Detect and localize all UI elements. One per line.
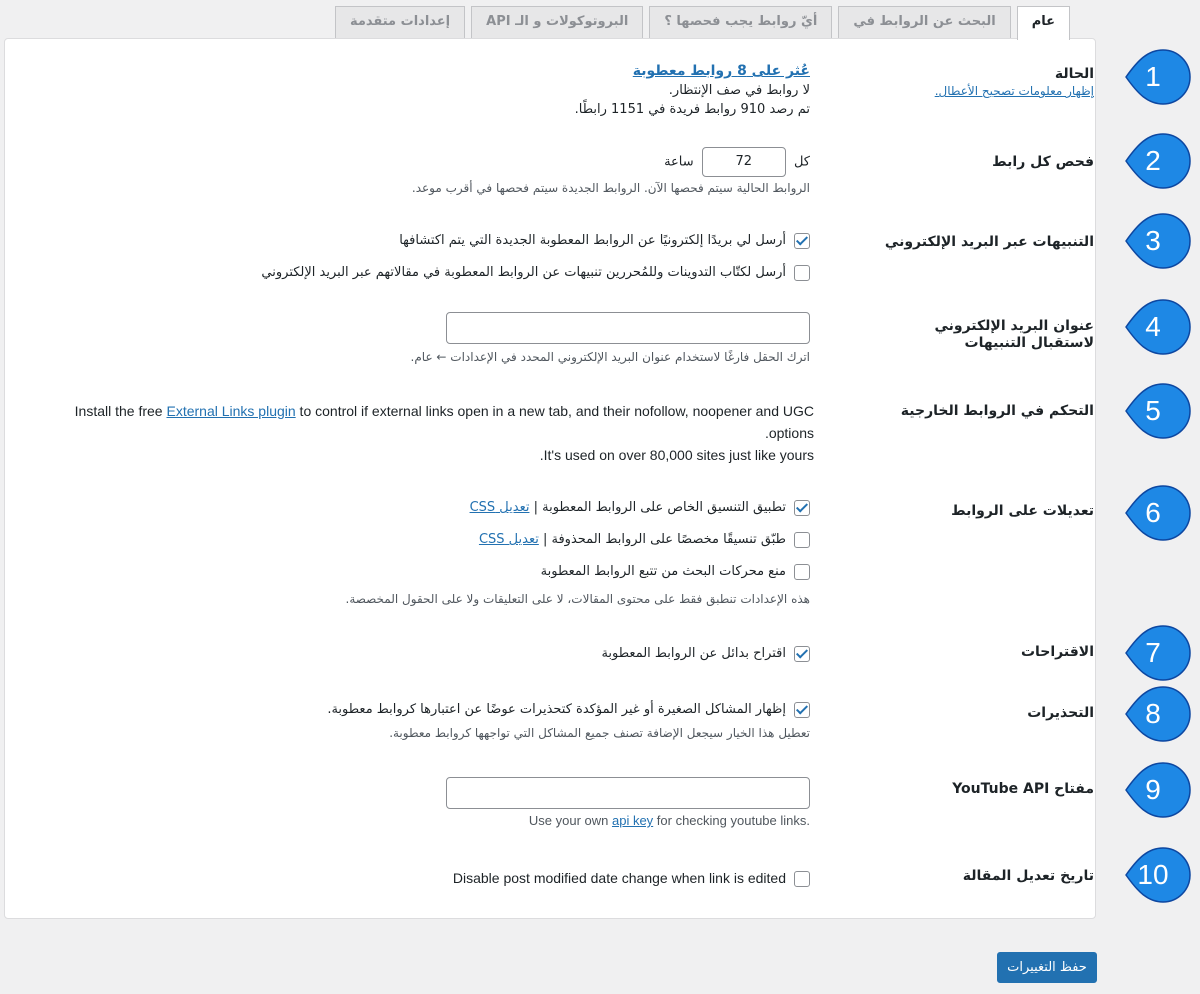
callout-badge-5 [1108, 382, 1192, 440]
broken-link-style-checkbox[interactable] [794, 500, 810, 516]
status-label [874, 66, 1094, 98]
disable-modified-date-label: Disable post modified date change when link is edited [452, 870, 786, 886]
youtube-api-desc [446, 813, 810, 828]
badge-number-2: 2 [1145, 145, 1161, 176]
notify-me-label: أرسل لي بريدًا إلكترونيًا عن الروابط المعطوبة الجديدة التي يتم اكتشافها [399, 233, 786, 248]
notify-authors-label: أرسل لكتّاب التدوينات وللمُحررين تنبيهات عن الروابط المعطوبة في مقالاتهم عبر البريد الإلكتروني [261, 265, 786, 280]
warnings-checkbox[interactable] [794, 702, 810, 718]
removed-link-style-checkbox[interactable] [794, 532, 810, 548]
status-label-text: الحالة [1054, 66, 1094, 82]
callout-badge-4 [1108, 298, 1192, 356]
removed-link-style-label: طبّق تنسيقًا مخصصًا على الروابط المحذوفة | [542, 532, 786, 547]
check-every-unit: ساعة [664, 154, 694, 170]
youtube-desc-after: for checking youtube links. [653, 813, 810, 828]
badge-number-10: 10 [1137, 859, 1169, 890]
check-every-desc: الروابط الحالية سيتم فحصها الآن. الروابط الجديدة سيتم فحصها في أقرب موعد. [411, 181, 810, 195]
notification-email-desc: اترك الحقل فارغًا لاستخدام عنوان البريد الإلكتروني المحدد في الإعدادات ← عام. [410, 350, 810, 364]
notification-email-input[interactable] [446, 312, 810, 344]
monitored-status: تم رصد 910 روابط فريدة في 1151 رابطًا. [574, 102, 810, 117]
nofollow-label: منع محركات البحث من تتبع الروابط المعطوبة [540, 564, 786, 579]
badge-number-5: 5 [1145, 395, 1161, 426]
check-every-prefix: كل [793, 154, 810, 170]
email-notifications-label: التنبيهات عبر البريد الإلكتروني [884, 234, 1094, 250]
warnings-label: التحذيرات [1027, 705, 1094, 721]
edit-removed-css-link[interactable]: تعديل CSS [478, 532, 539, 547]
modified-date-field [453, 862, 810, 894]
badge-number-3: 3 [1145, 225, 1161, 256]
callout-badge-9 [1108, 761, 1192, 819]
external-links-text-before: Install the free [74, 403, 167, 419]
callout-badge-1 [1108, 48, 1192, 106]
badge-number-4: 4 [1145, 311, 1161, 342]
save-changes-button[interactable]: حفظ التغييرات [997, 952, 1097, 983]
callout-badge-3 [1108, 212, 1192, 270]
tab-which-links[interactable]: أيّ روابط يجب فحصها ؟ [649, 6, 832, 38]
api-key-link[interactable]: api key [611, 813, 654, 828]
callout-badge-8 [1108, 685, 1192, 743]
modified-date-label: تاريخ تعديل المقالة [962, 868, 1094, 884]
external-links-line3: .It's used on over 80,000 sites just like yours [539, 447, 814, 463]
email-notifications-field [261, 225, 810, 289]
suggestions-checkbox[interactable] [794, 646, 810, 662]
disable-modified-date-checkbox[interactable] [794, 871, 810, 887]
tab-protocols-api[interactable]: البروتوكولات و الـ API [471, 6, 643, 38]
broken-link-style-label: تطبيق التنسيق الخاص على الروابط المعطوبة | [533, 500, 786, 515]
status-field [575, 62, 810, 119]
youtube-api-label: مفتاح YouTube API [952, 781, 1094, 797]
youtube-api-key-input[interactable] [446, 777, 810, 809]
callout-badge-7 [1108, 624, 1192, 682]
edit-broken-css-link[interactable]: تعديل CSS [469, 500, 530, 515]
link-tweaks-label: تعديلات على الروابط [951, 503, 1094, 519]
tab-look-for-links[interactable]: البحث عن الروابط في [838, 6, 1010, 38]
callout-badge-10 [1108, 846, 1192, 904]
nofollow-checkbox[interactable] [794, 564, 810, 580]
notification-email-field [411, 312, 810, 364]
suggestions-label: الاقتراحات [1020, 644, 1094, 660]
check-every-field [412, 147, 810, 195]
notify-authors-checkbox[interactable] [794, 265, 810, 281]
badge-number-6: 6 [1145, 497, 1161, 528]
badge-number-9: 9 [1145, 774, 1161, 805]
youtube-desc-before: Use your own [528, 813, 612, 828]
external-links-label: التحكم في الروابط الخارجية [900, 403, 1094, 419]
notify-me-checkbox[interactable] [794, 233, 810, 249]
external-links-line2: .options [764, 425, 814, 441]
check-every-label: فحص كل رابط [992, 154, 1094, 170]
external-links-field [34, 400, 814, 466]
badge-number-7: 7 [1145, 637, 1161, 668]
warnings-desc: تعطيل هذا الخيار سيجعل الإضافة تصنف جميع المشاكل التي تواجهها كروابط معطوبة. [389, 726, 810, 740]
warnings-field [327, 694, 810, 740]
tab-bar [335, 6, 1070, 39]
callout-badge-6 [1108, 484, 1192, 542]
suggestions-option-label: اقتراح بدائل عن الروابط المعطوبة [601, 646, 786, 661]
external-links-text-after: to control if external links open in a new tab, and their nofollow, noopener and UGC [295, 403, 814, 419]
warnings-option-label: إظهار المشاكل الصغيرة أو غير المؤكدة كتحذيرات عوضًا عن اعتبارها كروابط معطوبة. [327, 702, 786, 717]
broken-links-found-link[interactable]: عُثر على 8 روابط معطوبة [632, 63, 810, 79]
youtube-api-field [446, 777, 810, 828]
notification-email-label: عنوان البريد الإلكتروني لاستقبال التنبيهات [934, 318, 1094, 351]
queue-status: لا روابط في صف الإنتظار. [668, 83, 810, 98]
tab-advanced[interactable]: إعدادات متقدمة [335, 6, 465, 38]
tab-general[interactable]: عام [1017, 6, 1070, 40]
link-tweaks-field [346, 492, 811, 610]
link-tweaks-desc: هذه الإعدادات تنطبق فقط على محتوى المقالات، لا على التعليقات ولا على الحقول المخصصة. [345, 592, 810, 606]
callout-badge-2 [1108, 132, 1192, 190]
check-interval-input[interactable] [702, 147, 786, 177]
badge-number-1: 1 [1145, 61, 1161, 92]
suggestions-field [601, 638, 810, 670]
external-links-plugin-link[interactable]: External Links plugin [166, 403, 296, 419]
badge-number-8: 8 [1145, 698, 1161, 729]
show-debug-info-link[interactable]: إظهار معلومات تصحيح الأعطال. [934, 84, 1094, 98]
check-interval-value: 72 [735, 154, 753, 169]
